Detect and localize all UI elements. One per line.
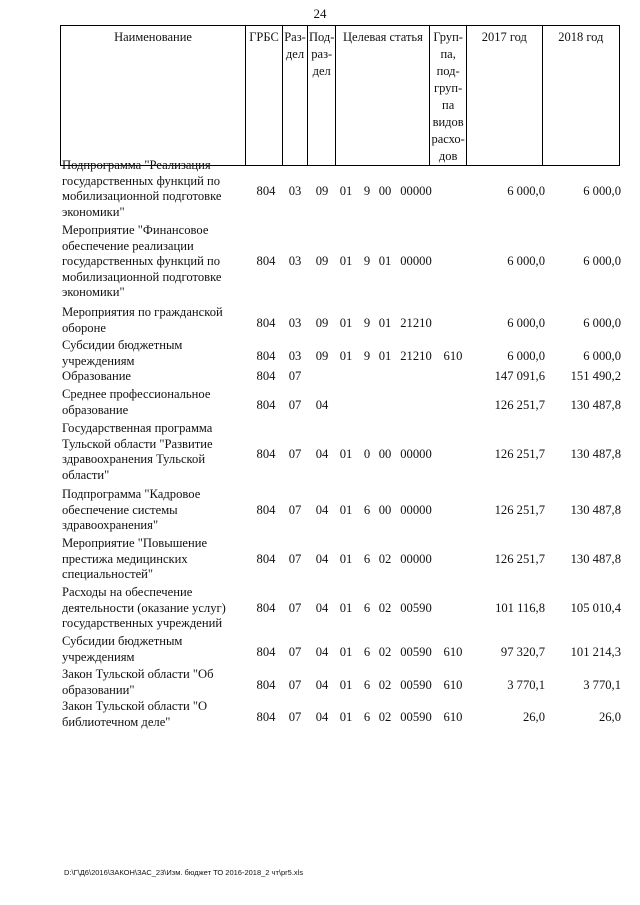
grbs-cell: 804	[256, 348, 276, 363]
grbs-cell: 804	[256, 551, 276, 566]
target-code-direction-cell: 00590	[400, 709, 432, 724]
target-code-program-cell: 01	[339, 447, 353, 462]
target-code-direction-cell: 21210	[400, 315, 432, 330]
row-name-cell: Образование	[62, 369, 132, 383]
expense-type-cell: 610	[443, 348, 463, 363]
target-code-event-cell: 01	[378, 348, 392, 363]
amount-2017-cell: 6 000,0	[507, 254, 545, 269]
row-name-cell: Подпрограмма "Реализация государственных функций по мобилизационной подготовке экономики"	[62, 158, 222, 219]
amount-2018-cell: 151 490,2	[570, 369, 621, 383]
target-code-program-cell: 01	[339, 551, 353, 566]
target-code-subprogram-cell: 6	[363, 709, 371, 724]
amount-2018-cell: 6 000,0	[583, 254, 621, 269]
amount-2017-cell: 126 251,7	[494, 502, 545, 517]
target-code-direction-cell: 00000	[400, 447, 432, 462]
target-code-program-cell: 01	[339, 709, 353, 724]
podrazdel-cell: 04	[315, 644, 329, 659]
amount-2017-cell: 3 770,1	[507, 677, 545, 692]
row-name-cell: Мероприятие "Повышение престижа медицинских специальностей"	[62, 536, 208, 582]
target-code-direction-cell: 00590	[400, 600, 432, 615]
header-2017: 2017 год	[466, 26, 542, 166]
target-code-program-cell: 01	[339, 502, 353, 517]
grbs-cell: 804	[256, 369, 276, 383]
target-code-subprogram-cell: 6	[363, 600, 371, 615]
row-name-cell: Закон Тульской области "Об образовании"	[62, 667, 214, 697]
amount-2018-cell: 130 487,8	[570, 551, 621, 566]
target-code-subprogram-cell: 6	[363, 551, 371, 566]
row-name-cell: Государственная программа Тульской области "Развитие здравоохранения Тульской области"	[62, 421, 213, 482]
razdel-cell: 03	[288, 184, 302, 199]
grbs-cell: 804	[256, 709, 276, 724]
target-code-subprogram-cell: 6	[363, 502, 371, 517]
razdel-cell: 07	[288, 600, 302, 615]
header-grbs: ГРБС	[246, 26, 283, 166]
target-code-direction-cell: 00000	[400, 502, 432, 517]
grbs-cell: 804	[256, 644, 276, 659]
razdel-cell: 03	[288, 348, 302, 363]
amount-2018-cell: 130 487,8	[570, 397, 621, 412]
podrazdel-cell: 09	[315, 254, 329, 269]
header-2018: 2018 год	[542, 26, 619, 166]
header-name: Наименование	[61, 26, 246, 166]
razdel-cell: 03	[288, 315, 302, 330]
amount-2018-cell: 6 000,0	[583, 184, 621, 199]
target-code-subprogram-cell: 6	[363, 644, 371, 659]
podrazdel-cell: 09	[315, 315, 329, 330]
target-code-event-cell: 01	[378, 315, 392, 330]
grbs-cell: 804	[256, 184, 276, 199]
target-code-subprogram-cell: 9	[363, 315, 371, 330]
target-code-event-cell: 00	[378, 184, 392, 199]
target-code-subprogram-cell: 6	[363, 677, 371, 692]
amount-2018-cell: 130 487,8	[570, 502, 621, 517]
header-celevaya-statya: Целевая статья	[336, 26, 430, 166]
razdel-cell: 07	[288, 502, 302, 517]
amount-2017-cell: 126 251,7	[494, 397, 545, 412]
target-code-subprogram-cell: 0	[363, 447, 371, 462]
target-code-direction-cell: 00000	[400, 254, 432, 269]
target-code-program-cell: 01	[339, 644, 353, 659]
row-name-cell: Подпрограмма "Кадровое обеспечение системы здравоохранения"	[62, 487, 201, 533]
amount-2017-cell: 26,0	[522, 709, 545, 724]
razdel-cell: 07	[288, 644, 302, 659]
amount-2018-cell: 6 000,0	[583, 315, 621, 330]
page-number: 24	[313, 6, 327, 21]
amount-2017-cell: 101 116,8	[495, 600, 545, 615]
amount-2017-cell: 147 091,6	[494, 369, 545, 383]
header-podrazdel: Под- раз- дел	[308, 26, 336, 166]
table-header	[60, 25, 620, 166]
target-code-event-cell: 00	[378, 447, 392, 462]
amount-2018-cell: 26,0	[598, 709, 621, 724]
target-code-direction-cell: 00000	[400, 184, 432, 199]
podrazdel-cell: 09	[315, 348, 329, 363]
target-code-event-cell: 02	[378, 551, 392, 566]
expense-type-cell: 610	[443, 644, 463, 659]
target-code-subprogram-cell: 9	[363, 184, 371, 199]
target-code-direction-cell: 21210	[400, 348, 432, 363]
target-code-program-cell: 01	[339, 184, 353, 199]
target-code-subprogram-cell: 9	[363, 348, 371, 363]
razdel-cell: 07	[288, 397, 302, 412]
target-code-event-cell: 02	[378, 709, 392, 724]
amount-2018-cell: 130 487,8	[570, 447, 621, 462]
grbs-cell: 804	[256, 447, 276, 462]
expense-type-cell: 610	[443, 709, 463, 724]
target-code-event-cell: 01	[378, 254, 392, 269]
podrazdel-cell: 04	[315, 677, 329, 692]
target-code-program-cell: 01	[339, 600, 353, 615]
amount-2017-cell: 126 251,7	[494, 447, 545, 462]
razdel-cell: 07	[288, 709, 302, 724]
razdel-cell: 07	[288, 447, 302, 462]
target-code-event-cell: 02	[378, 644, 392, 659]
grbs-cell: 804	[256, 397, 276, 412]
grbs-cell: 804	[256, 254, 276, 269]
target-code-event-cell: 02	[378, 677, 392, 692]
target-code-event-cell: 02	[378, 600, 392, 615]
grbs-cell: 804	[256, 502, 276, 517]
razdel-cell: 03	[288, 254, 302, 269]
target-code-direction-cell: 00590	[400, 677, 432, 692]
target-code-program-cell: 01	[339, 254, 353, 269]
row-name-cell: Субсидии бюджетным учреждениям	[62, 634, 183, 664]
amount-2017-cell: 6 000,0	[507, 315, 545, 330]
row-name-cell: Субсидии бюджетным учреждениям	[62, 338, 183, 368]
target-code-direction-cell: 00590	[400, 644, 432, 659]
target-code-event-cell: 00	[378, 502, 392, 517]
amount-2018-cell: 3 770,1	[583, 677, 621, 692]
expense-type-cell: 610	[443, 677, 463, 692]
razdel-cell: 07	[288, 551, 302, 566]
amount-2017-cell: 97 320,7	[500, 644, 545, 659]
podrazdel-cell: 04	[315, 397, 329, 412]
amount-2017-cell: 126 251,7	[494, 551, 545, 566]
amount-2018-cell: 6 000,0	[583, 348, 621, 363]
target-code-direction-cell: 00000	[400, 551, 432, 566]
target-code-program-cell: 01	[339, 348, 353, 363]
podrazdel-cell: 04	[315, 600, 329, 615]
grbs-cell: 804	[256, 677, 276, 692]
podrazdel-cell: 04	[315, 502, 329, 517]
amount-2017-cell: 6 000,0	[507, 184, 545, 199]
target-code-subprogram-cell: 9	[363, 254, 371, 269]
razdel-cell: 07	[288, 677, 302, 692]
row-name-cell: Мероприятие "Финансовое обеспечение реализации государственных функций по мобилизационной подготовке экономики"	[62, 223, 222, 300]
podrazdel-cell: 09	[315, 184, 329, 199]
grbs-cell: 804	[256, 600, 276, 615]
amount-2018-cell: 105 010,4	[570, 600, 621, 615]
target-code-program-cell: 01	[339, 315, 353, 330]
amount-2017-cell: 6 000,0	[507, 348, 545, 363]
file-path-footer: D:\Г\Д6\2016\ЗАКОН\ЗАС_23\Изм. бюджет ТО 2016-2018_2 чт\pr5.xls	[64, 868, 304, 877]
row-name-cell: Среднее профессиональное образование	[62, 387, 211, 417]
row-name-cell: Мероприятия по гражданской обороне	[62, 305, 223, 335]
podrazdel-cell: 04	[315, 709, 329, 724]
amount-2018-cell: 101 214,3	[570, 644, 621, 659]
row-name-cell: Закон Тульской области "О библиотечном деле"	[62, 699, 208, 729]
podrazdel-cell: 04	[315, 447, 329, 462]
podrazdel-cell: 04	[315, 551, 329, 566]
grbs-cell: 804	[256, 315, 276, 330]
header-razdel: Раз- дел	[283, 26, 308, 166]
target-code-program-cell: 01	[339, 677, 353, 692]
header-gruppa: Груп- па, под- груп- па видов расхо- дов	[430, 26, 466, 166]
razdel-cell: 07	[288, 369, 302, 383]
row-name-cell: Расходы на обеспечение деятельности (оказание услуг) государственных учреждений	[62, 585, 226, 631]
